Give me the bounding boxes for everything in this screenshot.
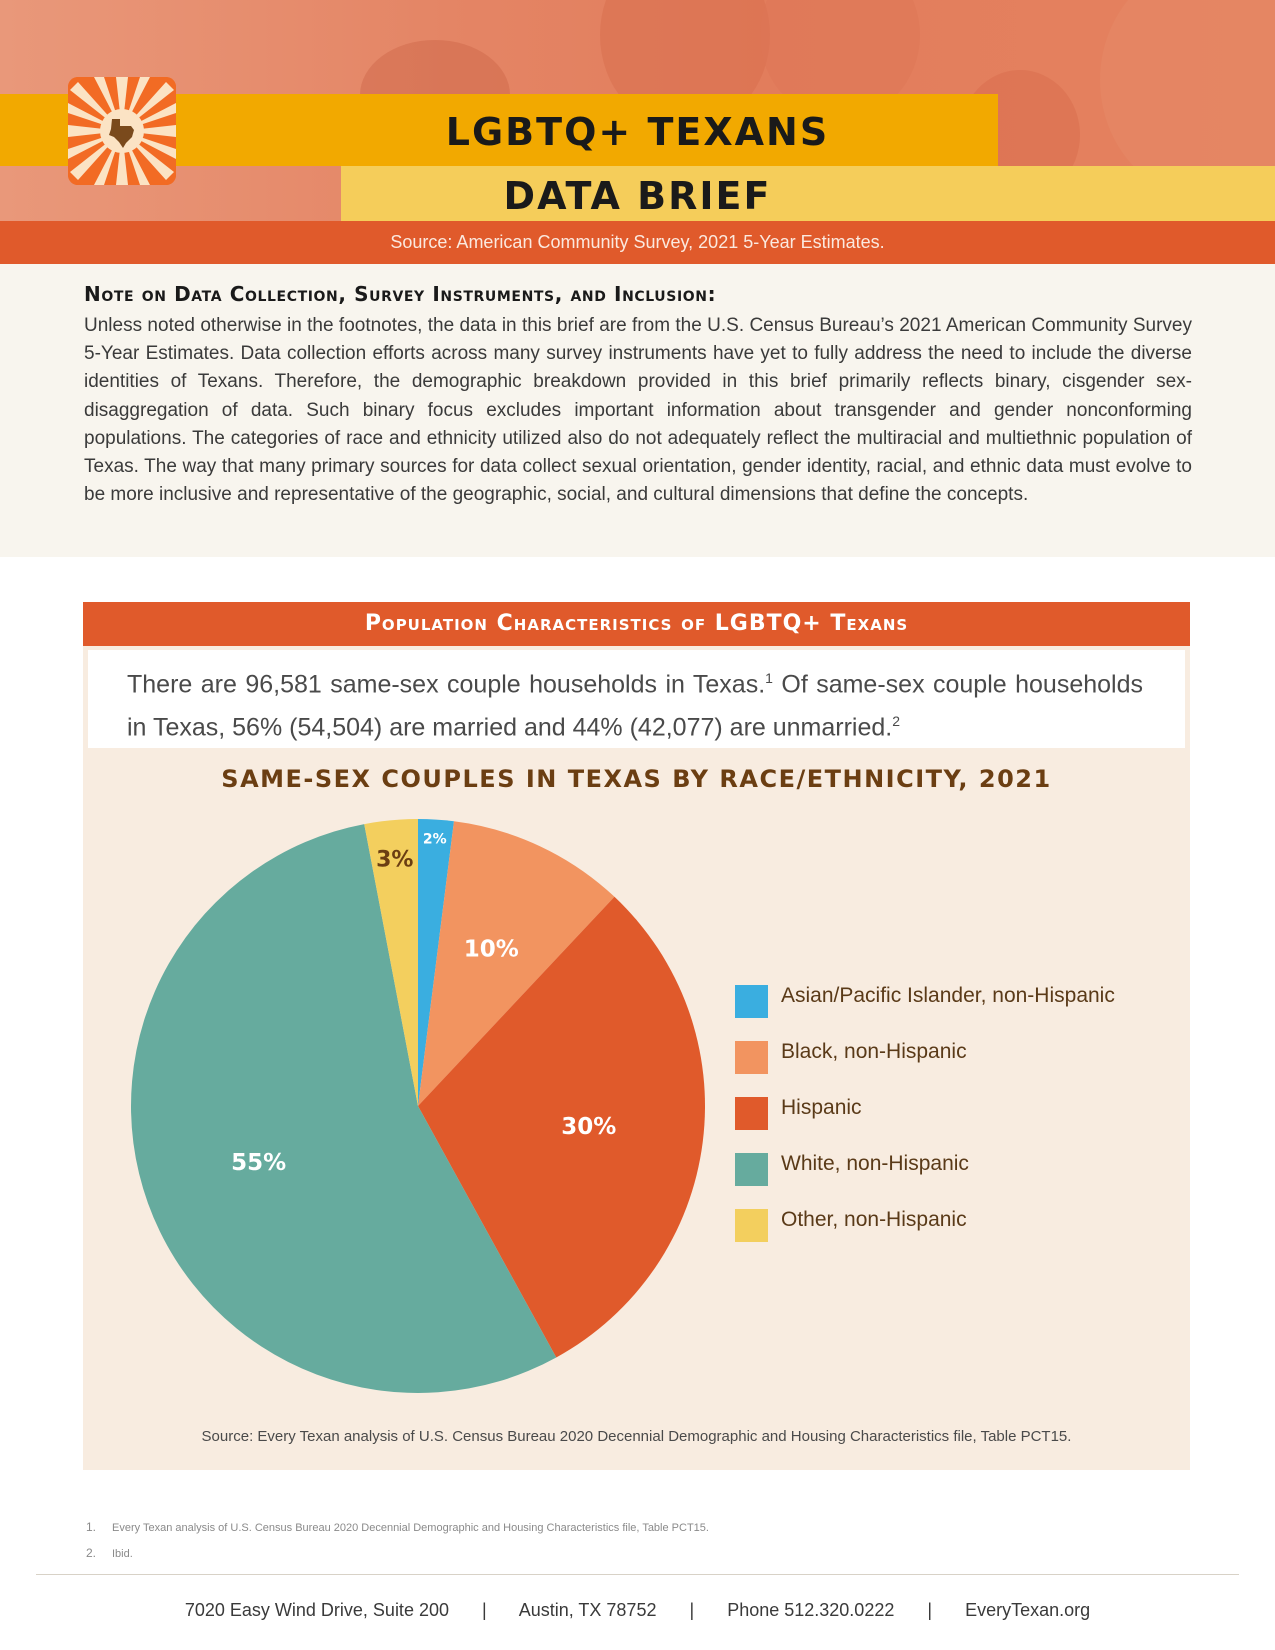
note-heading: Note on Data Collection, Survey Instruments, and Inclusion: xyxy=(84,282,717,306)
note-section xyxy=(0,264,1275,557)
intro-part2: Of same-sex couple households in Texas, 56% (54,504) are married and 44% (42,077) are unmarried. xyxy=(127,670,1143,742)
pie-data-label: 30% xyxy=(561,1114,617,1141)
footnote xyxy=(86,1546,709,1572)
note-body: Unless noted otherwise in the footnotes, the data in this brief are from the U.S. Census Bureau’s 2021 American Community Survey 5-Year Estimates. Data collection efforts across many survey instruments have yet to fully address the need to include the diverse identities of Texans. Therefore, the demographic breakdown provided in this brief primarily reflects binary, cisgender sex-disaggregation of data. Such binary focus excludes important information about transgender and gender nonconforming populations. The categories of race and ethnicity utilized also do not adequately reflect the multiracial and multiethnic population of Texas. The way that many primary sources for data collect sexual orientation, gender identity, racial, and ethnic data must evolve to be more inclusive and representative of the geographic, social, and cultural dimensions that define the concepts. xyxy=(84,315,1192,506)
footnote-text: Ibid. xyxy=(112,1548,133,1560)
footnote xyxy=(86,1520,709,1546)
footer-separator: | xyxy=(482,1600,487,1620)
pie-data-label: 55% xyxy=(231,1149,287,1176)
legend-swatch xyxy=(735,1041,768,1074)
legend-swatch xyxy=(735,1209,768,1242)
footnote-ref-2[interactable]: 2 xyxy=(892,713,901,730)
footer-divider xyxy=(36,1574,1239,1575)
legend-label: Other, non-Hispanic xyxy=(781,1208,967,1231)
legend-swatch xyxy=(735,1153,768,1186)
legend-item xyxy=(735,980,1175,1036)
legend-item xyxy=(735,1092,1175,1148)
footnote-ref-1[interactable]: 1 xyxy=(765,670,773,686)
header-banner xyxy=(0,0,1275,264)
legend-label: Asian/Pacific Islander, non-Hispanic xyxy=(781,984,1115,1007)
pie-data-label: 10% xyxy=(463,936,519,963)
footnote-number: 2. xyxy=(86,1546,97,1560)
legend-label: Hispanic xyxy=(781,1096,862,1119)
pie-data-label: 3% xyxy=(376,847,414,873)
footnote-text: Every Texan analysis of U.S. Census Bureau 2020 Decennial Demographic and Housing Characteristics file, Table PCT15. xyxy=(112,1522,709,1534)
footnote-number: 1. xyxy=(86,1520,97,1534)
chart-source: Source: Every Texan analysis of U.S. Census Bureau 2020 Decennial Demographic and Housing Characteristics file, Table PCT15. xyxy=(201,1428,1072,1445)
footer-website-link[interactable]: EveryTexan.org xyxy=(965,1600,1091,1620)
pie-data-label: 2% xyxy=(422,831,447,848)
footer-separator: | xyxy=(689,1600,695,1620)
footer xyxy=(0,1600,1275,1621)
footnotes xyxy=(86,1520,709,1572)
page-title: LGBTQ+ TEXANS xyxy=(445,110,830,154)
population-heading: Population Characteristics of LGBTQ+ Texans xyxy=(83,602,1190,646)
footer-address: 7020 Easy Wind Drive, Suite 200 xyxy=(184,1600,449,1620)
chart-title: SAME-SEX COUPLES IN TEXAS BY RACE/ETHNICITY, 2021 xyxy=(221,765,1052,793)
page-subtitle: DATA BRIEF xyxy=(503,174,772,218)
footer-separator: | xyxy=(927,1600,933,1620)
footer-city: Austin, TX 78752 xyxy=(518,1600,657,1620)
legend-swatch xyxy=(735,985,768,1018)
intro-part1: There are 96,581 same-sex couple households in Texas. xyxy=(127,670,766,699)
legend-label: Black, non-Hispanic xyxy=(781,1040,967,1063)
legend-item xyxy=(735,1148,1175,1204)
legend-label: White, non-Hispanic xyxy=(781,1152,969,1175)
legend-item xyxy=(735,1204,1175,1260)
header-source: Source: American Community Survey, 2021 5-Year Estimates. xyxy=(0,221,1275,264)
legend-swatch xyxy=(735,1097,768,1130)
intro-text xyxy=(127,660,1143,747)
chart-legend xyxy=(735,980,1175,1260)
footer-phone[interactable]: Phone 512.320.0222 xyxy=(727,1600,895,1620)
pie-chart xyxy=(120,808,720,1408)
legend-item xyxy=(735,1036,1175,1092)
